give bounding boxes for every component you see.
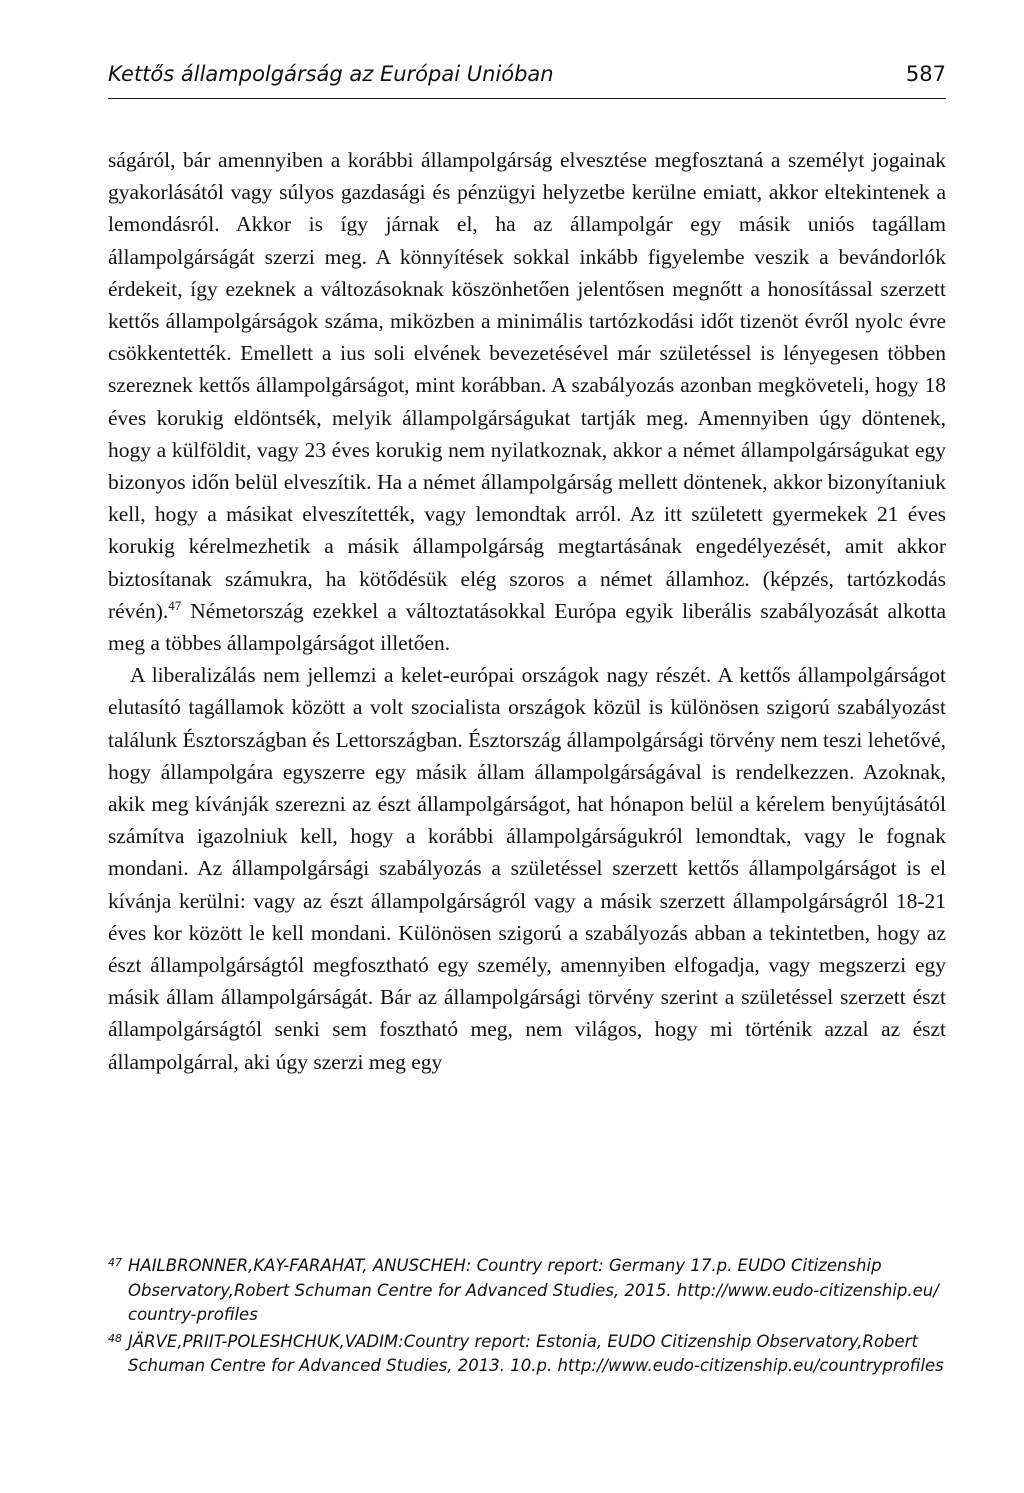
footnote xyxy=(108,1330,946,1379)
paragraph-text-continued: Németország ezekkel a változtatásokkal Európa egyik liberális szabályozását alkotta meg a többes állampolgárságot illetően. xyxy=(108,598,946,656)
book-page xyxy=(108,0,946,1493)
running-title: Kettős állampolgárság az Európai Unióban xyxy=(108,62,554,86)
paragraph xyxy=(108,144,946,659)
footnote-text: JÄRVE,PRIIT-POLESHCHUK,VADIM:Country report: Estonia, EUDO Citizenship Observatory,Robert Schuman Centre for Advanced Studies, 2013. 10.p. http://www.eudo-citizenship.eu/countryprofiles xyxy=(128,1331,944,1375)
footnotes xyxy=(108,1254,946,1381)
footnote-number: 47 xyxy=(108,1256,122,1269)
paragraph xyxy=(108,659,946,1078)
page-number: 587 xyxy=(905,62,946,86)
body-text xyxy=(108,144,946,1078)
running-header xyxy=(108,58,946,99)
paragraph-text: A liberalizálás nem jellemzi a kelet-európai országok nagy részét. A kettős állampolgárságot elutasító tagállamok között a volt szocialista országok közül is különösen szigorú szabályozást találunk Észtországban és Lettországban. Észtország állampolgársági törvény nem teszi lehetővé, hogy állampolgára egyszerre egy másik állam állampolgárságával is rendelkezzen. Azoknak, akik meg kívánják szerezni az észt állampolgárságot, hat hónapon belül a kérelem benyújtásától számítva igazolniuk kell, hogy a korábbi állampolgárságukról lemondtak, vagy le fognak mondani. Az állampolgársági szabályozás a születéssel szerzett kettős állampolgárságot is el kívánja kerülni: vagy az észt állampolgárságról vagy a másik szerzett állampolgárságról 18-21 éves kor között le kell mondani. Különösen szigorú a szabályozás abban a tekintetben, hogy az észt állampolgárságtól megfosztható egy személy, amennyiben elfogadja, vagy megszerzi egy másik állam állampolgárságát. Bár az állampolgársági törvény szerint a születéssel szerzett észt állampolgárságtól senki sem fosztható meg, nem világos, hogy mi történik azzal az észt állampolgárral, aki úgy szerzi meg egy xyxy=(108,663,946,1074)
footnote-text: HAILBRONNER,KAY-FARAHAT, ANUSCHEH: Country report: Germany 17.p. EUDO Citizenship Observatory,Robert Schuman Centre for Advanced Studies, 2015. http://www.eudo-citizenship.eu/ country-profiles xyxy=(128,1256,939,1324)
paragraph-text: ságáról, bár amennyiben a korábbi állampolgárság elvesztése megfosztaná a személyt jogainak gyakorlásától vagy súlyos gazdasági és pénzügyi helyzetbe kerülne emiatt, akkor eltekintenek a lemondásról. Akkor is így járnak el, ha az állampolgár egy másik uniós tagállam állampolgárságát szerzi meg. A könnyítések sokkal inkább figyelembe veszik a bevándorlók érdekeit, így ezeknek a változásoknak köszönhetően jelentősen megnőtt a honosítással szerzett kettős állampolgárságok száma, miközben a minimális tartózkodási időt tizenöt évről nyolc évre csökkentették. Emellett a ius soli elvének bevezetésével már születéssel is lényegesen többen szereznek kettős állampolgárságot, mint korábban. A szabályozás azonban megköveteli, hogy 18 éves korukig eldöntsék, melyik állampolgárságukat tartják meg. Amennyiben úgy döntenek, hogy a külföldit, vagy 23 éves korukig nem nyilatkoznak, akkor a német állampolgárságukat egy bizonyos időn belül elveszítik. Ha a német állampolgárság mellett döntenek, akkor bizonyítaniuk kell, hogy a másikat elveszítették, vagy lemondtak arról. Az itt született gyermekek 21 éves korukig kérelmezhetik a másik állampolgárság megtartásának engedélyezését, amit akkor biztosítanak számukra, ha kötődésük elég szoros a német államhoz. (képzés, tartózkodás révén). xyxy=(108,148,946,623)
footnote xyxy=(108,1254,946,1328)
footnote-reference: 47 xyxy=(168,597,182,613)
footnote-number: 48 xyxy=(108,1331,122,1345)
